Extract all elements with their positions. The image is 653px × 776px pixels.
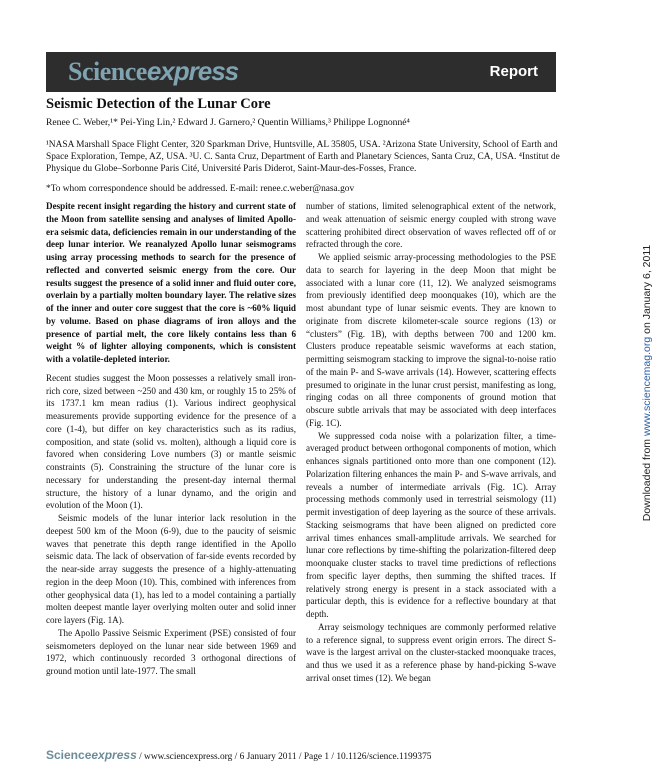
article-title: Seismic Detection of the Lunar Core <box>46 96 271 112</box>
correspondence-note: *To whom correspondence should be addressed. E-mail: renee.c.weber@nasa.gov <box>46 184 355 194</box>
affiliations: ¹NASA Marshall Space Flight Center, 320 Sparkman Drive, Huntsville, AL 35805, USA. ²Arizona State University, School of Earth and Space Exploration, Tempe, AZ, USA. ³U. C. Santa Cruz, Department of Earth and Planetary Sciences, Santa Cruz, CA, USA. ⁴Institut de Physique du Globe–Sorbonne Paris Cité, Université Paris Diderot, Saint-Maur-des-Fosses, France. <box>46 140 560 175</box>
logo-express-text: express <box>146 56 239 86</box>
download-prefix: Downloaded from <box>641 436 653 522</box>
right-column <box>306 200 556 685</box>
journal-banner <box>46 52 556 92</box>
author-list: Renee C. Weber,¹* Pei-Ying Lin,² Edward J. Garnero,² Quentin Williams,³ Philippe Lognonné⁴ <box>46 117 410 128</box>
page-footer <box>46 748 566 764</box>
download-suffix: on January 6, 2011 <box>641 244 653 337</box>
logo-science-text: Science <box>68 57 147 86</box>
journal-logo[interactable] <box>68 56 238 87</box>
footer-citation: / www.sciencexpress.org / 6 January 2011 / Page 1 / 10.1126/science.1199375 <box>136 752 432 762</box>
body-paragraph: The Apollo Passive Seismic Experiment (PSE) consisted of four seismometers deployed on the lunar near side between 1969 and 1972, which continuously recorded 3 orthogonal directions of ground motion until late-1977. The small <box>46 627 296 676</box>
body-paragraph: Seismic models of the lunar interior lack resolution in the deepest 500 km of the Moon (6-9), due to the paucity of seismic waves that penetrate this depth range identified in the Apollo seismic data. The lack of observation of far-side events recorded by the near-side array suggests the presence of a highly-attenuating region in the deep Moon (10). This, combined with inferences from other geophysical data (1), has led to a model containing a partially molten deepest mantle layer overlying molten outer and solid inner core layers (Fig. 1A). <box>46 513 296 625</box>
body-paragraph: We applied seismic array-processing methodologies to the PSE data to search for layering in the deep Moon that might be associated with a lunar core (11, 12). We analyzed seismograms from previously identified deep moonquakes (10), which are the most abundant type of lunar seismic events. They are known to originate from discrete kilometer-scale source regions (13) or “clusters” (Fig. 1B), with depths between 700 and 1200 km. Clusters produce repeatable seismic waveforms at each station, permitting seismogram stacking to improve the signal-to-noise ratio of the main P- and S-wave arrivals (14). However, scattering effects presumed to originate in the lunar crust persist, manifesting as long, ringing codas on all three components of ground motion that obscure subtle arrivals that may be associated with deep interfaces (Fig. 1C). <box>306 252 556 428</box>
download-stamp <box>641 213 653 553</box>
left-column <box>46 200 296 678</box>
footer-logo-express: express <box>91 748 137 762</box>
download-url-link[interactable]: www.sciencemag.org <box>641 336 653 437</box>
body-paragraph: Recent studies suggest the Moon possesses a relatively small iron-rich core, sized between ~250 and 430 km, or roughly 15 to 25% of its 1737.1 km mean radius (1). Various indirect geophysical measurements provide supporting evidence for the presence of a core (1-4), but differ on key characteristics such as its radius, composition, and state (solid vs. molten), although a liquid core is favored when considering Love numbers (3) or mantle seismic constraints (5). Constraining the structure of the lunar core is necessary for understanding the present-day internal thermal structure, the history of a lunar dynamo, and the origin and evolution of the Moon (1). <box>46 372 296 511</box>
article-type-label: Report <box>489 63 538 80</box>
body-paragraph: We suppressed coda noise with a polarization filter, a time-averaged product between orthogonal components of motion, which enhances signals partitioned onto more than one component (12). Polarization filtering enhances the main P- and S-wave arrivals, and reveals a number of intermediate arrivals (Fig. 1C). Array processing methods commonly used in terrestrial seismology (11) permit investigation of deep layering as the source of these arrivals. Stacking seismograms that have been aligned on predicted core arrival times enhances small-amplitude arrivals. We searched for lunar core reflections by time-shifting the polarization-filtered deep moonquake cluster stacks to travel time predictions of reflections from specific layer depths, then summing the shifted traces. If relatively strong energy is present in a stack associated with a particular depth, this is evidence for a reflective boundary at that depth. <box>306 430 556 619</box>
body-paragraph: Array seismology techniques are commonly performed relative to a reference signal, to suppress event origin errors. The direct S-wave is the largest arrival on the cluster-stacked moonquake traces, and thus we used it as a reference phase by hand-picking S-wave arrival onset times (12). We began <box>306 621 556 683</box>
footer-logo-science: Science <box>46 748 92 762</box>
body-paragraph: number of stations, limited selenographical extent of the network, and weak attenuation of seismic energy coupled with strong wave scattering prohibited direct observation of waves reflected off of or refracted through the core. <box>306 201 556 250</box>
abstract: Despite recent insight regarding the history and current state of the Moon from satellite sensing and analyses of limited Apollo-era seismic data, deficiencies remain in our understanding of the deep lunar interior. We reanalyzed Apollo lunar seismograms using array processing methods to search for the presence of reflected and converted seismic energy from the core. Our results suggest the presence of a solid inner and fluid outer core, overlain by a partially molten boundary layer. The relative sizes of the inner and outer core suggest that the core is ~60% liquid by volume. Based on phase diagrams of iron alloys and the presence of partial melt, the core likely contains less than 6 weight % of lighter alloying components, which is consistent with a volatile-depleted interior. <box>46 201 296 364</box>
footer-logo <box>46 748 137 762</box>
